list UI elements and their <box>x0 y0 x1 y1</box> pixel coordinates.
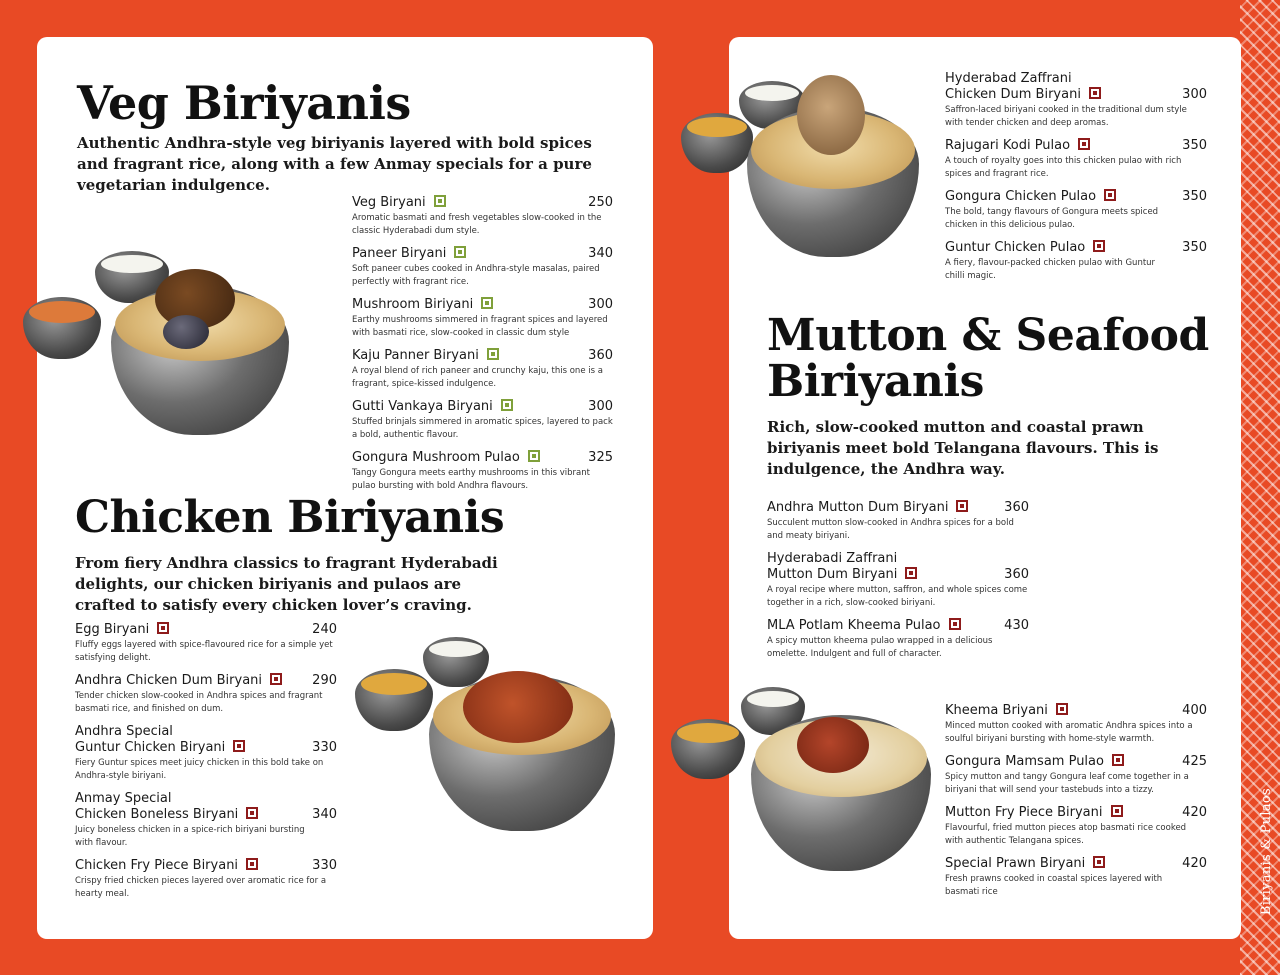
item-name: Kaju Panner Biryani <box>352 348 479 363</box>
item-name: Andhra Mutton Dum Biryani <box>767 500 949 515</box>
item-name: Rajugari Kodi Pulao <box>945 138 1071 153</box>
mutton-section-intro <box>767 417 1187 480</box>
item-description: Fresh prawns cooked in coastal spices layered with basmati rice <box>945 874 1163 897</box>
menu-item <box>75 724 337 783</box>
mutton-intro-line: Rich, slow-cooked mutton and coastal prawn <box>767 418 1144 436</box>
chicken-pulao-menu-list <box>945 71 1207 291</box>
non-veg-symbol-icon <box>1093 240 1105 252</box>
chicken-intro-line: crafted to satisfy every chicken lover’s craving. <box>75 596 472 614</box>
item-name: Chicken Dum Biryani <box>945 87 1081 102</box>
item-description: Fluffy eggs layered with spice-flavoured rice for a simple yet satisfying delight. <box>75 640 333 663</box>
non-veg-symbol-icon <box>949 618 961 630</box>
non-veg-symbol-icon <box>246 858 258 870</box>
non-veg-symbol-icon <box>1112 754 1124 766</box>
menu-item <box>75 858 337 901</box>
section-side-label: Biriyanis & Pulaos <box>1259 787 1274 915</box>
item-description: Flavourful, fried mutton pieces atop basmati rice cooked with authentic Telangana spices. <box>945 823 1187 846</box>
item-name-line: Hyderabadi Zaffrani <box>767 551 898 566</box>
menu-item <box>352 348 613 391</box>
item-description: Spicy mutton and tangy Gongura leaf come together in a biriyani that will send your tastebuds into a tizzy. <box>945 772 1189 795</box>
item-name: Gongura Mushroom Pulao <box>352 450 520 465</box>
veg-intro-line: Authentic Andhra-style veg biriyanis layered with bold spices <box>77 134 592 152</box>
non-veg-symbol-icon <box>956 500 968 512</box>
menu-item <box>352 399 613 442</box>
item-description: Stuffed brinjals simmered in aromatic spices, layered to pack a bold, authentic flavour. <box>352 417 613 440</box>
menu-item <box>945 71 1207 130</box>
item-description: Succulent mutton slow-cooked in Andhra spices for a bold and meaty biriyani. <box>767 518 1014 541</box>
chicken-section-intro <box>75 553 545 616</box>
chicken-pulao-dish-image <box>681 67 931 267</box>
chicken-biryani-dish-image <box>353 635 621 835</box>
non-veg-symbol-icon <box>1089 87 1101 99</box>
item-name: Chicken Fry Piece Biryani <box>75 858 239 873</box>
item-description: Aromatic basmati and fresh vegetables slow-cooked in the classic Hyderabadi dum style. <box>352 213 602 236</box>
chicken-menu-list <box>75 622 337 909</box>
item-price: 240 <box>312 622 337 637</box>
mutton-biryani-dish-image <box>671 685 939 875</box>
item-price: 420 <box>1182 805 1207 820</box>
menu-item <box>767 500 1029 543</box>
veg-section-intro <box>77 133 597 196</box>
item-price: 325 <box>588 450 613 465</box>
item-name: Egg Biryani <box>75 622 150 637</box>
menu-item <box>945 138 1207 181</box>
item-description: A fiery, flavour-packed chicken pulao with Guntur chilli magic. <box>945 258 1156 281</box>
veg-symbol-icon <box>481 297 493 309</box>
item-description: The bold, tangy flavours of Gongura meets spiced chicken in this delicious pulao. <box>945 207 1159 230</box>
non-veg-symbol-icon <box>270 673 282 685</box>
menu-item <box>945 240 1207 283</box>
item-price: 425 <box>1182 754 1207 769</box>
item-price: 360 <box>1004 500 1029 515</box>
chicken-section-title: Chicken Biriyanis <box>75 492 505 543</box>
menu-item <box>75 673 337 716</box>
menu-item <box>945 805 1207 848</box>
non-veg-symbol-icon <box>246 807 258 819</box>
menu-page-left <box>37 37 653 939</box>
item-price: 250 <box>588 195 613 210</box>
item-price: 420 <box>1182 856 1207 871</box>
menu-item <box>352 195 613 238</box>
veg-symbol-icon <box>454 246 466 258</box>
item-price: 360 <box>588 348 613 363</box>
chicken-intro-line: From fiery Andhra classics to fragrant Hyderabadi <box>75 554 498 572</box>
veg-biryani-dish-image <box>23 245 293 445</box>
mutton-intro-line: biriyanis meet bold Telangana flavours. This is <box>767 439 1159 457</box>
menu-item <box>352 297 613 340</box>
non-veg-symbol-icon <box>905 567 917 579</box>
mutton-section-title <box>767 310 1209 408</box>
mutton-title-line: Mutton & Seafood <box>767 310 1209 361</box>
non-veg-symbol-icon <box>1056 703 1068 715</box>
non-veg-symbol-icon <box>1078 138 1090 150</box>
item-name-line: Hyderabad Zaffrani <box>945 71 1072 86</box>
veg-symbol-icon <box>487 348 499 360</box>
mutton-menu-list <box>767 500 1029 669</box>
item-price: 350 <box>1182 138 1207 153</box>
item-price: 360 <box>1004 567 1029 582</box>
item-description: Crispy fried chicken pieces layered over aromatic rice for a hearty meal. <box>75 876 327 899</box>
mutton-intro-line: indulgence, the Andhra way. <box>767 460 1005 478</box>
item-description: A royal blend of rich paneer and crunchy kaju, this one is a fragrant, spice-kissed indulgence. <box>352 366 603 389</box>
item-name: Gongura Chicken Pulao <box>945 189 1097 204</box>
item-name: Gongura Mamsam Pulao <box>945 754 1104 769</box>
item-description: A touch of royalty goes into this chicken pulao with rich spices and fragrant rice. <box>945 156 1182 179</box>
item-description: Soft paneer cubes cooked in Andhra-style masalas, paired perfectly with fragrant rice. <box>352 264 600 287</box>
item-price: 300 <box>1182 87 1207 102</box>
item-name: Gutti Vankaya Biryani <box>352 399 493 414</box>
item-description: Tender chicken slow-cooked in Andhra spices and fragrant basmati rice, and finished on dum. <box>75 691 323 714</box>
menu-page-right <box>729 37 1241 939</box>
menu-item <box>352 246 613 289</box>
item-name: Andhra Chicken Dum Biryani <box>75 673 263 688</box>
item-name-line: Andhra Special <box>75 724 173 739</box>
item-price: 350 <box>1182 189 1207 204</box>
item-price: 350 <box>1182 240 1207 255</box>
item-name: Kheema Briyani <box>945 703 1048 718</box>
non-veg-symbol-icon <box>233 740 245 752</box>
item-description: A spicy mutton kheema pulao wrapped in a delicious omelette. Indulgent and full of character. <box>767 636 993 659</box>
item-description: Tangy Gongura meets earthy mushrooms in this vibrant pulao bursting with bold Andhra flavours. <box>352 468 590 491</box>
item-price: 300 <box>588 399 613 414</box>
item-name: Chicken Boneless Biryani <box>75 807 239 822</box>
item-price: 430 <box>1004 618 1029 633</box>
item-price: 340 <box>588 246 613 261</box>
item-name: MLA Potlam Kheema Pulao <box>767 618 941 633</box>
menu-item <box>767 551 1029 610</box>
item-name: Special Prawn Biryani <box>945 856 1086 871</box>
menu-item <box>352 450 613 493</box>
veg-intro-line: and fragrant rice, along with a few Anmay specials for a pure <box>77 155 592 173</box>
item-price: 330 <box>312 858 337 873</box>
veg-symbol-icon <box>528 450 540 462</box>
chicken-intro-line: delights, our chicken biriyanis and pulaos are <box>75 575 462 593</box>
item-price: 300 <box>588 297 613 312</box>
item-name-line: Anmay Special <box>75 791 172 806</box>
menu-item <box>945 189 1207 232</box>
item-price: 290 <box>312 673 337 688</box>
veg-symbol-icon <box>434 195 446 207</box>
non-veg-symbol-icon <box>1104 189 1116 201</box>
item-description: Juicy boneless chicken in a spice-rich biriyani bursting with flavour. <box>75 825 305 848</box>
item-description: A royal recipe where mutton, saffron, and whole spices come together in a rich, slow-cooked biriyani. <box>767 585 1028 608</box>
menu-item <box>75 622 337 665</box>
item-name: Mutton Fry Piece Biryani <box>945 805 1103 820</box>
item-name: Guntur Chicken Pulao <box>945 240 1086 255</box>
item-description: Earthy mushrooms simmered in fragrant spices and layered with basmati rice, slow-cooked in classic dum style <box>352 315 608 338</box>
item-name: Mushroom Biriyani <box>352 297 474 312</box>
item-description: Minced mutton cooked with aromatic Andhra spices into a soulful biriyani bursting with home-style warmth. <box>945 721 1193 744</box>
mutton-more-menu-list <box>945 703 1207 907</box>
non-veg-symbol-icon <box>1093 856 1105 868</box>
veg-symbol-icon <box>501 399 513 411</box>
item-description: Fiery Guntur spices meet juicy chicken in this bold take on Andhra-style biriyani. <box>75 758 324 781</box>
item-name: Veg Biryani <box>352 195 426 210</box>
menu-item <box>767 618 1029 661</box>
non-veg-symbol-icon <box>1111 805 1123 817</box>
menu-item <box>75 791 337 850</box>
item-price: 330 <box>312 740 337 755</box>
item-name: Guntur Chicken Biryani <box>75 740 226 755</box>
item-description: Saffron-laced biriyani cooked in the traditional dum style with tender chicken and deep aromas. <box>945 105 1187 128</box>
veg-menu-list <box>352 195 613 501</box>
veg-section-title: Veg Biriyanis <box>77 76 411 130</box>
item-name: Paneer Biryani <box>352 246 447 261</box>
mutton-title-line: Biriyanis <box>767 356 984 408</box>
item-price: 340 <box>312 807 337 822</box>
non-veg-symbol-icon <box>157 622 169 634</box>
item-name: Mutton Dum Biryani <box>767 567 898 582</box>
menu-item <box>945 856 1207 899</box>
menu-item <box>945 703 1207 746</box>
item-price: 400 <box>1182 703 1207 718</box>
veg-intro-line: vegetarian indulgence. <box>77 176 270 194</box>
menu-item <box>945 754 1207 797</box>
